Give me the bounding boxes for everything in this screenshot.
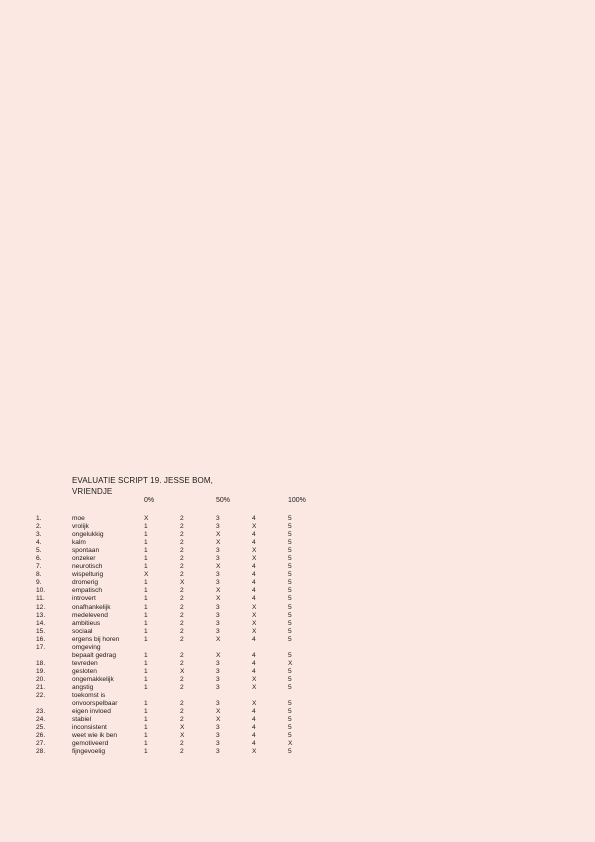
document-title: EVALUATIE SCRIPT 19. JESSE BOM, VRIENDJE	[72, 476, 213, 496]
item-number: 10.	[36, 587, 46, 595]
score-cell: 2	[180, 675, 184, 683]
item-label: eigen invloed	[72, 708, 111, 716]
score-cell: 4	[252, 740, 256, 748]
score-cell: 1	[144, 651, 148, 659]
score-cell: 4	[252, 659, 256, 667]
list-item	[0, 523, 595, 531]
score-cell: 1	[144, 547, 148, 555]
scale-label-mid: 50%	[216, 497, 231, 504]
score-cell: 3	[216, 732, 220, 740]
item-number: 28.	[36, 748, 46, 756]
score-cell: X	[144, 515, 149, 522]
score-cell: X	[144, 571, 149, 579]
score-cell: 1	[144, 708, 148, 716]
item-number: 16.	[36, 635, 46, 643]
item-number: 21.	[36, 683, 46, 691]
score-cell: 1	[144, 627, 148, 635]
score-cell: X	[216, 635, 221, 643]
score-cell: 4	[252, 515, 256, 522]
score-cell: 3	[216, 724, 220, 732]
item-number: 14.	[36, 619, 46, 627]
score-cell: 5	[288, 724, 292, 732]
score-cell: 3	[216, 675, 220, 683]
score-cell: X	[252, 523, 257, 531]
score-cell: 5	[288, 667, 292, 675]
list-item	[0, 539, 595, 547]
item-number: 2.	[36, 523, 42, 531]
score-cell: 2	[180, 595, 184, 603]
list-item	[0, 612, 595, 620]
score-cell: 2	[180, 651, 184, 659]
score-cell: X	[252, 627, 257, 635]
score-cell: 1	[144, 595, 148, 603]
score-cell: X	[252, 683, 257, 691]
item-label: gemotiveerd	[72, 740, 109, 748]
item-number: 12.	[36, 603, 46, 611]
list-item	[0, 724, 595, 732]
score-cell: 3	[216, 627, 220, 635]
score-cell: 5	[288, 539, 292, 547]
score-cell: 5	[288, 579, 292, 587]
evaluation-list	[0, 515, 595, 756]
score-cell: 5	[288, 515, 292, 522]
item-label: onafhankelijk	[72, 603, 111, 611]
score-cell: 1	[144, 555, 148, 563]
score-cell: 5	[288, 627, 292, 635]
list-item	[0, 668, 595, 676]
item-number: 22.	[36, 692, 46, 700]
score-cell: 4	[252, 579, 256, 587]
score-cell: X	[252, 619, 257, 627]
score-cell: 5	[288, 547, 292, 555]
score-cell: 3	[216, 659, 220, 667]
score-cell: 2	[180, 547, 184, 555]
item-number: 13.	[36, 611, 46, 619]
list-item	[0, 531, 595, 539]
score-cell: 4	[252, 732, 256, 740]
score-cell: X	[252, 555, 257, 563]
item-label: neurotisch	[72, 563, 103, 571]
score-cell: 2	[180, 563, 184, 571]
item-number: 18.	[36, 659, 46, 667]
item-label: omgeving	[72, 643, 101, 651]
item-number: 17.	[36, 643, 46, 651]
score-cell: 4	[252, 571, 256, 579]
score-cell: 3	[216, 515, 220, 522]
list-item	[0, 595, 595, 603]
item-label: sociaal	[72, 627, 93, 635]
item-label: onzeker	[72, 555, 96, 563]
item-label: ongemakkelijk	[72, 675, 114, 683]
list-item	[0, 563, 595, 571]
score-cell: 3	[216, 547, 220, 555]
score-cell: 3	[216, 667, 220, 675]
list-item	[0, 555, 595, 563]
score-cell: 2	[180, 603, 184, 611]
score-cell: X	[252, 748, 257, 756]
score-cell: 5	[288, 651, 292, 659]
scale-label-max: 100%	[288, 497, 306, 504]
score-cell: 2	[180, 627, 184, 635]
item-label: ergens bij horen	[72, 635, 120, 643]
score-cell: 5	[288, 716, 292, 724]
score-cell: 2	[180, 700, 184, 708]
score-cell: 1	[144, 539, 148, 547]
list-item	[0, 604, 595, 612]
score-cell: 2	[180, 571, 184, 579]
score-cell: 5	[288, 635, 292, 643]
scale-label-min: 0%	[144, 497, 155, 504]
score-cell: 2	[180, 659, 184, 667]
score-cell: 4	[252, 587, 256, 595]
list-item	[0, 515, 595, 523]
score-cell: 4	[252, 539, 256, 547]
list-item	[0, 644, 595, 652]
score-cell: 3	[216, 579, 220, 587]
score-cell: X	[216, 587, 221, 595]
score-cell: 5	[288, 700, 292, 708]
list-item	[0, 684, 595, 692]
score-cell: 1	[144, 716, 148, 724]
score-cell: 1	[144, 563, 148, 571]
list-item	[0, 732, 595, 740]
score-cell: X	[252, 547, 257, 555]
score-cell: 3	[216, 619, 220, 627]
list-item	[0, 692, 595, 700]
list-item	[0, 708, 595, 716]
score-cell: 2	[180, 716, 184, 724]
score-cell: 3	[216, 740, 220, 748]
item-number: 23.	[36, 708, 46, 716]
score-cell: 4	[252, 667, 256, 675]
score-cell: 1	[144, 579, 148, 587]
score-cell: X	[216, 595, 221, 603]
score-cell: 2	[180, 683, 184, 691]
score-cell: 5	[288, 531, 292, 539]
item-number: 20.	[36, 675, 46, 683]
item-label: moe	[72, 515, 85, 522]
item-label: vrolijk	[72, 523, 89, 531]
list-item	[0, 652, 595, 660]
item-number: 8.	[36, 571, 42, 579]
item-label: kalm	[72, 539, 86, 547]
item-label: dromerig	[72, 579, 99, 587]
score-cell: 3	[216, 748, 220, 756]
list-item	[0, 579, 595, 587]
list-item	[0, 547, 595, 555]
item-label: ongelukkig	[72, 531, 104, 539]
item-label: bepaalt gedrag	[72, 651, 116, 659]
score-cell: 1	[144, 611, 148, 619]
score-cell: X	[252, 700, 257, 708]
score-cell: 3	[216, 683, 220, 691]
list-item	[0, 571, 595, 579]
item-number: 24.	[36, 716, 46, 724]
score-cell: 1	[144, 659, 148, 667]
score-cell: X	[216, 531, 221, 539]
item-number: 27.	[36, 740, 46, 748]
score-cell: 1	[144, 740, 148, 748]
score-cell: X	[216, 651, 221, 659]
score-cell: 1	[144, 635, 148, 643]
score-cell: 5	[288, 708, 292, 716]
score-cell: 5	[288, 619, 292, 627]
score-cell: 5	[288, 603, 292, 611]
item-label: inconsistent	[72, 724, 107, 732]
score-cell: 5	[288, 571, 292, 579]
score-cell: X	[252, 675, 257, 683]
score-cell: 4	[252, 595, 256, 603]
score-cell: 1	[144, 531, 148, 539]
item-number: 9.	[36, 579, 42, 587]
score-cell: 5	[288, 563, 292, 571]
item-number: 6.	[36, 555, 42, 563]
item-label: ambitieus	[72, 619, 101, 627]
item-number: 3.	[36, 531, 42, 539]
score-cell: 1	[144, 748, 148, 756]
score-cell: 1	[144, 683, 148, 691]
score-cell: X	[216, 539, 221, 547]
score-cell: X	[252, 611, 257, 619]
score-cell: 3	[216, 611, 220, 619]
score-cell: 5	[288, 587, 292, 595]
list-item	[0, 676, 595, 684]
item-number: 4.	[36, 539, 42, 547]
score-cell: 5	[288, 611, 292, 619]
score-cell: 2	[180, 611, 184, 619]
score-cell: X	[288, 659, 293, 667]
list-item	[0, 628, 595, 636]
item-label: empatisch	[72, 587, 103, 595]
score-cell: X	[180, 667, 185, 675]
item-label: angstig	[72, 683, 94, 691]
score-cell: 5	[288, 748, 292, 756]
list-item	[0, 740, 595, 748]
item-number: 25.	[36, 724, 46, 732]
item-label: spontaan	[72, 547, 100, 555]
score-cell: X	[216, 708, 221, 716]
score-cell: 5	[288, 683, 292, 691]
item-label: medelevend	[72, 611, 108, 619]
list-item	[0, 620, 595, 628]
item-label: onvoorspelbaar	[72, 700, 118, 708]
score-cell: 5	[288, 523, 292, 531]
item-label: introvert	[72, 595, 96, 603]
item-number: 26.	[36, 732, 46, 740]
item-label: toekomst is	[72, 692, 106, 700]
item-label: weet wie ik ben	[72, 732, 118, 740]
score-cell: 3	[216, 603, 220, 611]
score-cell: 3	[216, 555, 220, 563]
score-cell: 2	[180, 635, 184, 643]
list-item	[0, 587, 595, 595]
score-cell: 4	[252, 563, 256, 571]
score-cell: 2	[180, 619, 184, 627]
score-cell: 2	[180, 555, 184, 563]
score-cell: X	[216, 563, 221, 571]
score-cell: X	[288, 740, 293, 748]
score-cell: 1	[144, 619, 148, 627]
item-label: gesloten	[72, 667, 97, 675]
score-cell: X	[216, 716, 221, 724]
score-cell: 2	[180, 523, 184, 531]
score-cell: 5	[288, 595, 292, 603]
score-cell: 2	[180, 531, 184, 539]
item-label: tevreden	[72, 659, 98, 667]
list-item	[0, 716, 595, 724]
item-number: 11.	[36, 595, 45, 603]
score-cell: 2	[180, 515, 184, 522]
score-cell: 2	[180, 708, 184, 716]
item-number: 7.	[36, 563, 42, 571]
score-cell: 2	[180, 740, 184, 748]
score-cell: 1	[144, 523, 148, 531]
score-cell: 4	[252, 716, 256, 724]
score-cell: 1	[144, 724, 148, 732]
list-item	[0, 660, 595, 668]
item-label: stabiel	[72, 716, 92, 724]
score-cell: 1	[144, 667, 148, 675]
score-cell: 5	[288, 555, 292, 563]
score-cell: X	[180, 732, 185, 740]
score-cell: 1	[144, 675, 148, 683]
score-cell: 1	[144, 700, 148, 708]
score-cell: 4	[252, 708, 256, 716]
score-cell: X	[180, 579, 185, 587]
score-cell: 5	[288, 732, 292, 740]
item-number: 19.	[36, 667, 46, 675]
score-cell: 4	[252, 635, 256, 643]
score-cell: X	[252, 603, 257, 611]
item-number: 5.	[36, 547, 42, 555]
item-number: 15.	[36, 627, 46, 635]
item-label: wispelturig	[72, 571, 104, 579]
score-cell: 4	[252, 651, 256, 659]
score-cell: 3	[216, 523, 220, 531]
list-item	[0, 636, 595, 644]
score-cell: 3	[216, 700, 220, 708]
list-item	[0, 700, 595, 708]
score-cell: 1	[144, 732, 148, 740]
score-cell: 2	[180, 587, 184, 595]
item-number: 1.	[36, 515, 42, 522]
score-cell: 1	[144, 603, 148, 611]
score-cell: 4	[252, 531, 256, 539]
score-cell: 3	[216, 571, 220, 579]
score-cell: 5	[288, 675, 292, 683]
score-cell: 1	[144, 587, 148, 595]
list-item	[0, 748, 595, 756]
score-cell: 2	[180, 748, 184, 756]
score-cell: X	[180, 724, 185, 732]
score-cell: 2	[180, 539, 184, 547]
item-label: fijngevoelig	[72, 748, 105, 756]
score-cell: 4	[252, 724, 256, 732]
